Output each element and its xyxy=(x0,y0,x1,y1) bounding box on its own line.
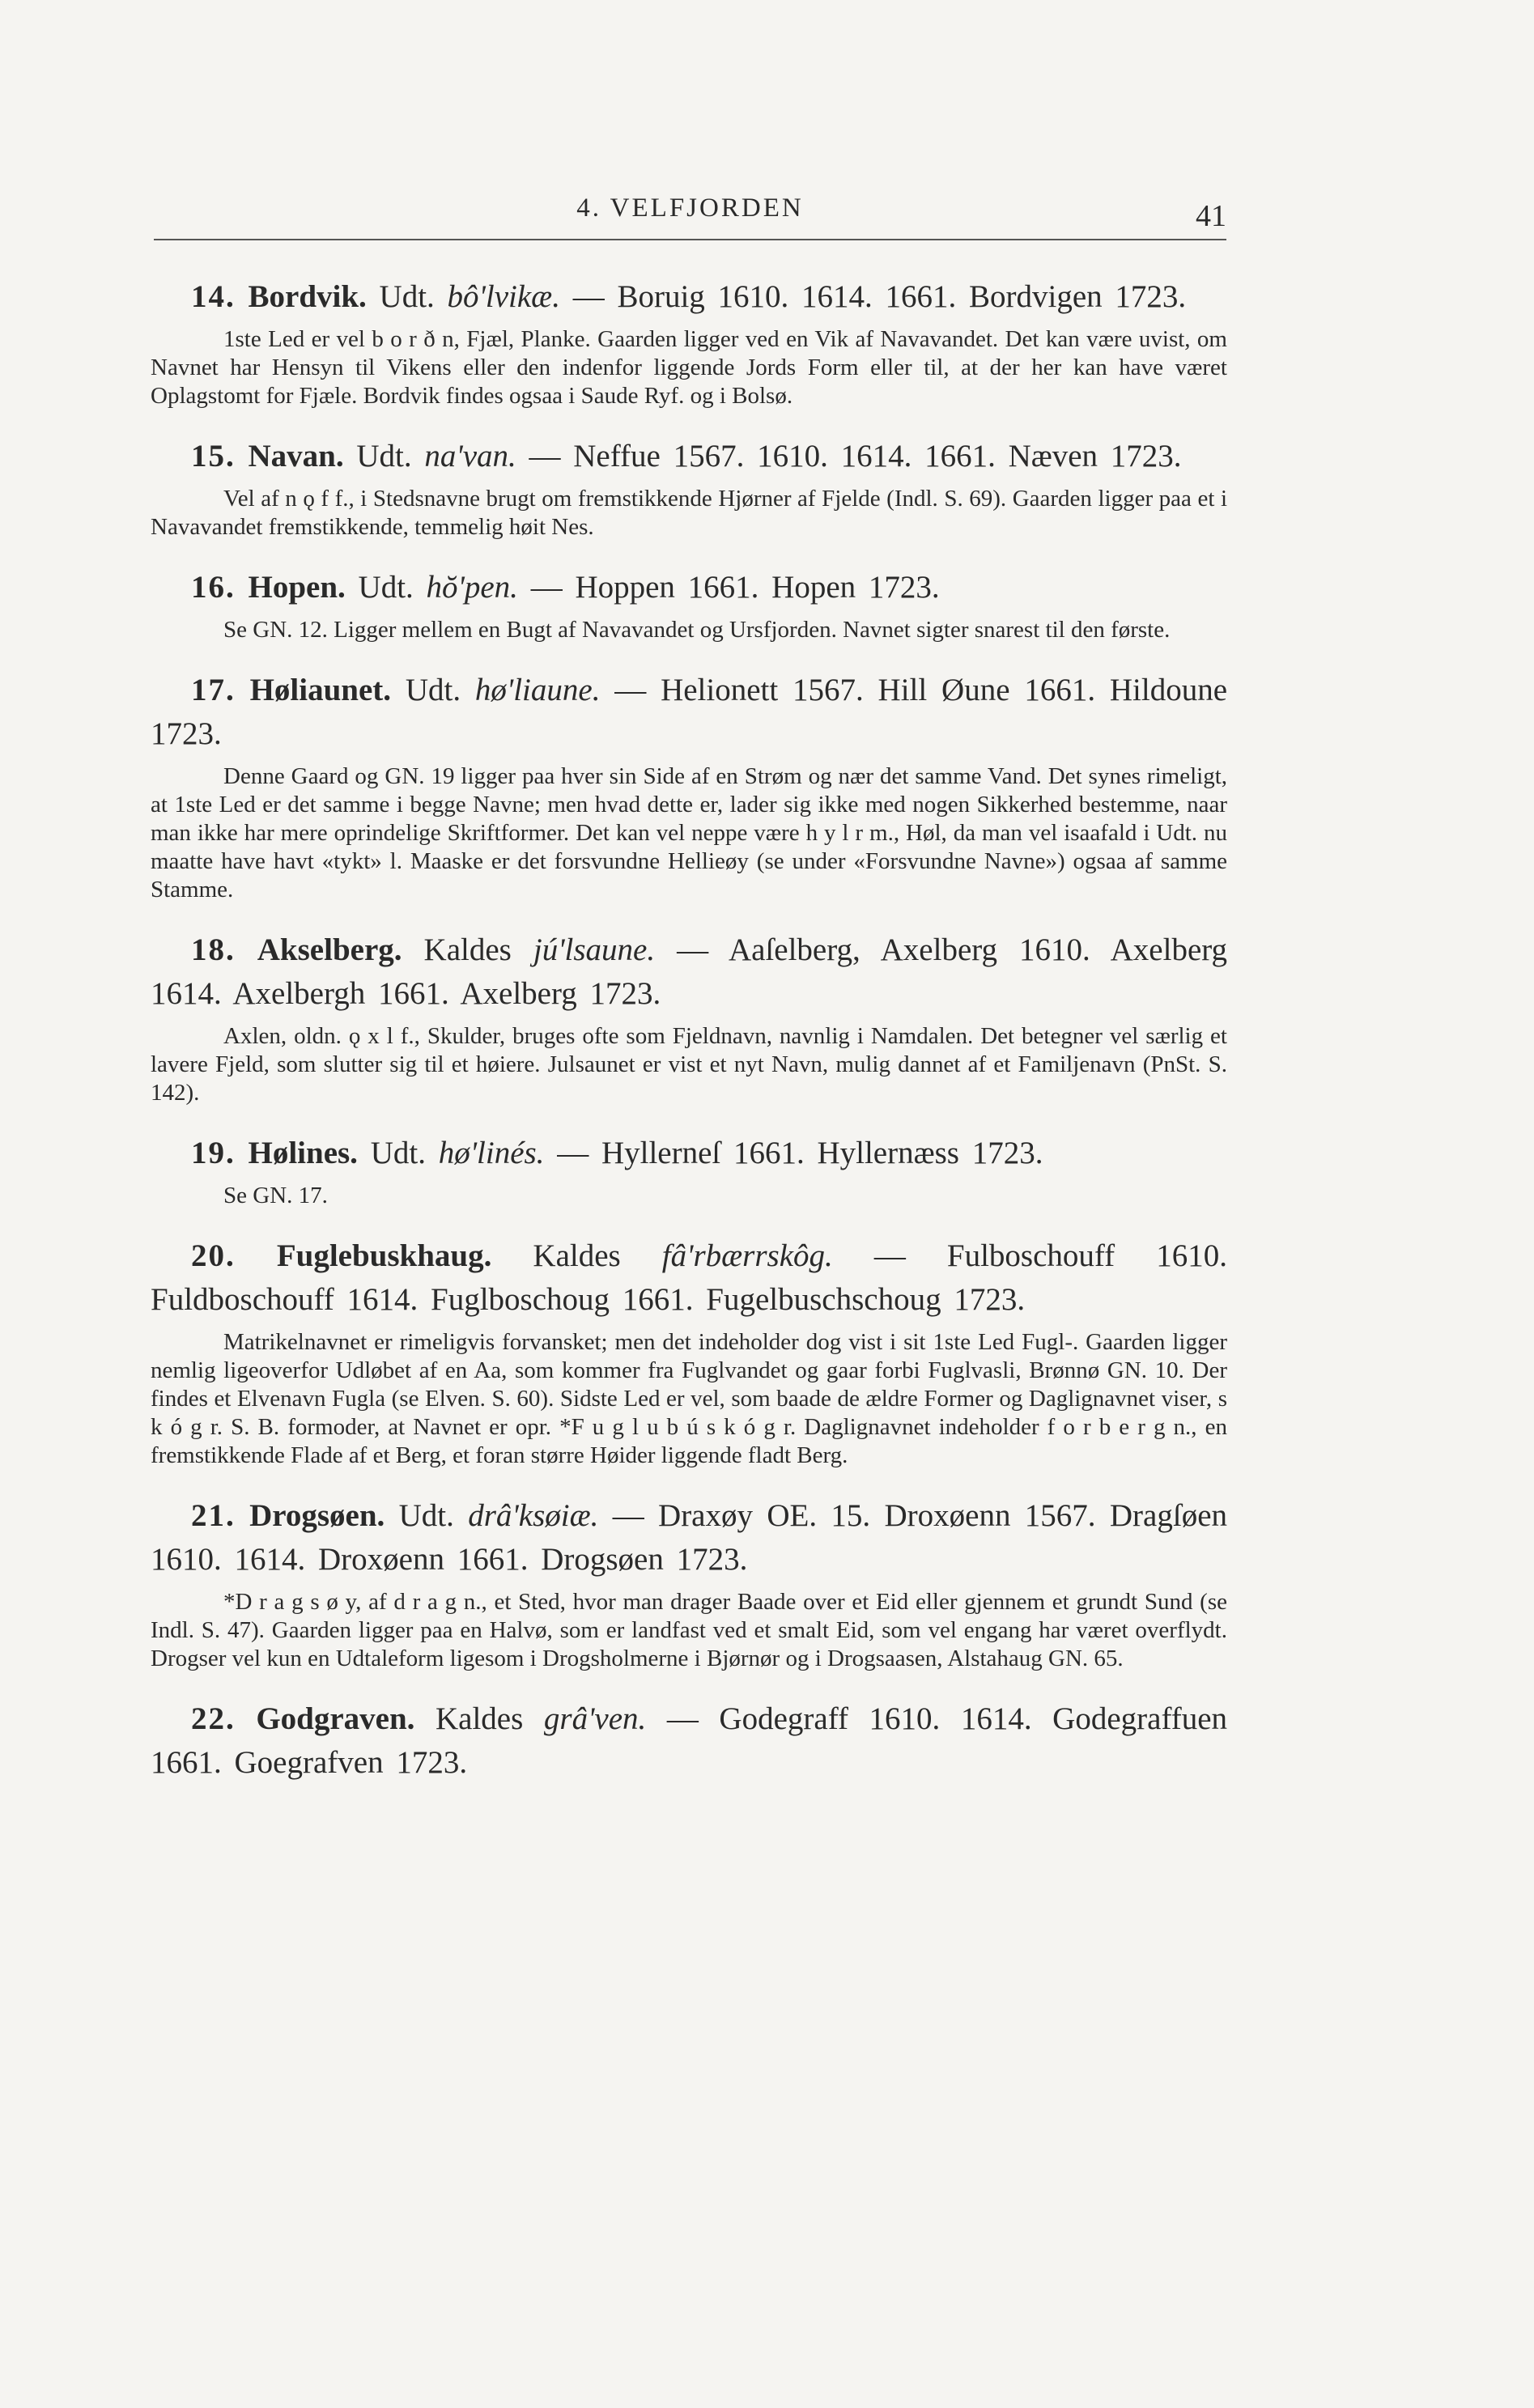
entry-heading xyxy=(151,1697,1227,1785)
entry-number: 18. xyxy=(191,932,236,967)
entry-14 xyxy=(151,275,1227,410)
entry-label: Udt. xyxy=(358,570,414,605)
entry-pronunciation: hø'liaune. xyxy=(474,673,601,707)
entry-historical-forms: — Neffue 1567. 1610. 1614. 1661. Næven 1723. xyxy=(529,439,1182,474)
entry-number: 21. xyxy=(191,1498,236,1533)
entry-22 xyxy=(151,1697,1227,1785)
entry-pronunciation: jú'lsaune. xyxy=(533,932,656,967)
entry-pronunciation: grâ'ven. xyxy=(543,1701,647,1736)
entry-label: Udt. xyxy=(398,1498,454,1533)
entry-17 xyxy=(151,669,1227,904)
entry-pronunciation: hø'linés. xyxy=(438,1136,545,1170)
entry-pronunciation: hŏ'pen. xyxy=(426,570,518,605)
entry-pronunciation: fâ'rbærrskôg. xyxy=(661,1238,833,1273)
entry-historical-forms: — Boruig 1610. 1614. 1661. Bordvigen 1723. xyxy=(572,279,1187,314)
entry-heading xyxy=(151,928,1227,1016)
entry-historical-forms: — Godegraff 1610. 1614. Godegraffuen 1661. Goegrafven 1723. xyxy=(151,1701,1228,1780)
entry-name: Navan. xyxy=(248,439,344,474)
entry-label: Udt. xyxy=(356,439,412,474)
entry-label: Kaldes xyxy=(533,1238,621,1273)
entry-historical-forms: — Aaſelberg, Axelberg 1610. Axelberg 1614. Axelbergh 1661. Axelberg 1723. xyxy=(151,932,1228,1011)
entry-name: Akselberg. xyxy=(257,932,402,967)
entry-heading xyxy=(151,275,1227,319)
entry-label: Udt. xyxy=(405,673,461,707)
entry-number: 17. xyxy=(191,673,236,707)
entry-18 xyxy=(151,928,1227,1107)
entry-heading xyxy=(151,1234,1227,1322)
entry-number: 22. xyxy=(191,1701,236,1736)
entry-number: 15. xyxy=(191,439,236,474)
entry-historical-forms: — Helionett 1567. Hill Øune 1661. Hildoune 1723. xyxy=(151,673,1228,751)
page-header xyxy=(154,182,1226,240)
entry-15 xyxy=(151,435,1227,541)
entry-heading xyxy=(151,566,1227,609)
entry-body: *D r a g s ø y, af d r a g n., et Sted, hvor man drager Baade over et Eid eller gjennem et grundt Sund (se Indl. S. 47). Gaarden ligger paa en Halvø, som er landfast ved et smalt Eid, som vel engang har været overflydt. Drogser vel kun en Udtaleform ligesom i Drogsholmerne i Bjørnør og i Drogsaasen, Alstahaug GN. 65. xyxy=(151,1589,1227,1671)
entry-pronunciation: bô'lvikæ. xyxy=(447,279,560,314)
entry-name: Drogsøen. xyxy=(249,1498,385,1533)
entry-20 xyxy=(151,1234,1227,1470)
entry-19 xyxy=(151,1132,1227,1210)
entry-body: Vel af n ǫ f f., i Stedsnavne brugt om fremstikkende Hjørner af Fjelde (Indl. S. 69). Gaarden ligger paa et i Navavandet fremstikkende, temmelig høit Nes. xyxy=(151,486,1227,540)
page-number: 41 xyxy=(1196,199,1226,233)
running-title: 4. VELFJORDEN xyxy=(576,193,804,223)
entry-name: Høliaunet. xyxy=(249,673,391,707)
entry-heading xyxy=(151,1132,1227,1175)
entry-label: Kaldes xyxy=(423,932,512,967)
entry-historical-forms: — Draxøy OE. 15. Droxøenn 1567. Dragſøen 1610. 1614. Droxøenn 1661. Drogsøen 1723. xyxy=(151,1498,1227,1577)
entry-name: Godgraven. xyxy=(256,1701,415,1736)
entry-label: Udt. xyxy=(370,1136,426,1170)
entry-heading xyxy=(151,669,1227,756)
entries-list xyxy=(151,275,1227,1809)
entry-number: 19. xyxy=(191,1136,236,1170)
entry-heading xyxy=(151,435,1227,478)
entry-label: Udt. xyxy=(379,279,435,314)
entry-body: 1ste Led er vel b o r ð n, Fjæl, Planke. Gaarden ligger ved en Vik af Navavandet. Det kan være uvist, om Navnet har Hensyn til Vikens eller den indenfor liggende Jords Form eller til, at der her kan have været Oplagstomt for Fjæle. Bordvik findes ogsaa i Saude Ryf. og i Bolsø. xyxy=(151,326,1227,409)
entry-16 xyxy=(151,566,1227,644)
entry-pronunciation: drâ'ksøiæ. xyxy=(468,1498,599,1533)
entry-historical-forms: — Fulboschouff 1610. Fuldboschouff 1614. Fuglboschoug 1661. Fugelbuschschoug 1723. xyxy=(151,1238,1227,1317)
entry-body: Axlen, oldn. ǫ x l f., Skulder, bruges ofte som Fjeldnavn, navnlig i Namdalen. Det betegner vel særlig et lavere Fjeld, som slutter sig til et høiere. Julsaunet er vist et nyt Navn, mulig dannet af et Familjenavn (PnSt. S. 142). xyxy=(151,1023,1227,1106)
entry-name: Fuglebuskhaug. xyxy=(276,1238,492,1273)
entry-heading xyxy=(151,1494,1227,1582)
entry-body: Se GN. 17. xyxy=(223,1183,328,1208)
entry-body: Denne Gaard og GN. 19 ligger paa hver sin Side af en Strøm og nær det samme Vand. Det synes rimeligt, at 1ste Led er det samme i begge Navne; men hvad dette er, lader sig ikke med nogen Sikkerhed bestemme, naar man ikke har mere oprindelige Skriftformer. Det kan vel neppe være h y l r m., Høl, da man vel isaafald i Udt. nu maatte have havt «tykt» l. Maaske er det forsvundne Hellieøy (se under «Forsvundne Navne») ogsaa af samme Stamme. xyxy=(151,763,1227,902)
entry-number: 14. xyxy=(191,279,236,314)
entry-label: Kaldes xyxy=(436,1701,524,1736)
entry-historical-forms: — Hyllerneſ 1661. Hyllernæss 1723. xyxy=(557,1136,1043,1170)
entry-number: 20. xyxy=(191,1238,236,1273)
entry-body: Matrikelnavnet er rimeligvis forvansket; men det indeholder dog vist i sit 1ste Led Fugl-. Gaarden ligger nemlig ligeoverfor Udløbet af en Aa, som kommer fra Fuglvandet og gaar forbi Fuglvasli, Brønnø GN. 10. Der findes et Elvenavn Fugla (se Elven. S. 60). Sidste Led er vel, som baade de ældre Former og Daglignavnet viser, s k ó g r. S. B. formoder, at Navnet er opr. *F u g l u b ú s k ó g r. Daglignavnet indeholder f o r b e r g n., en fremstikkende Flade af et Berg, et foran større Høider liggende fladt Berg. xyxy=(151,1329,1227,1468)
entry-historical-forms: — Hoppen 1661. Hopen 1723. xyxy=(530,570,940,605)
entry-name: Bordvik. xyxy=(248,279,367,314)
entry-name: Hølines. xyxy=(248,1136,358,1170)
entry-pronunciation: na'van. xyxy=(424,439,516,474)
entry-name: Hopen. xyxy=(248,570,346,605)
entry-body: Se GN. 12. Ligger mellem en Bugt af Navavandet og Ursfjorden. Navnet sigter snarest til den første. xyxy=(223,617,1171,643)
entry-21 xyxy=(151,1494,1227,1673)
entry-number: 16. xyxy=(191,570,236,605)
